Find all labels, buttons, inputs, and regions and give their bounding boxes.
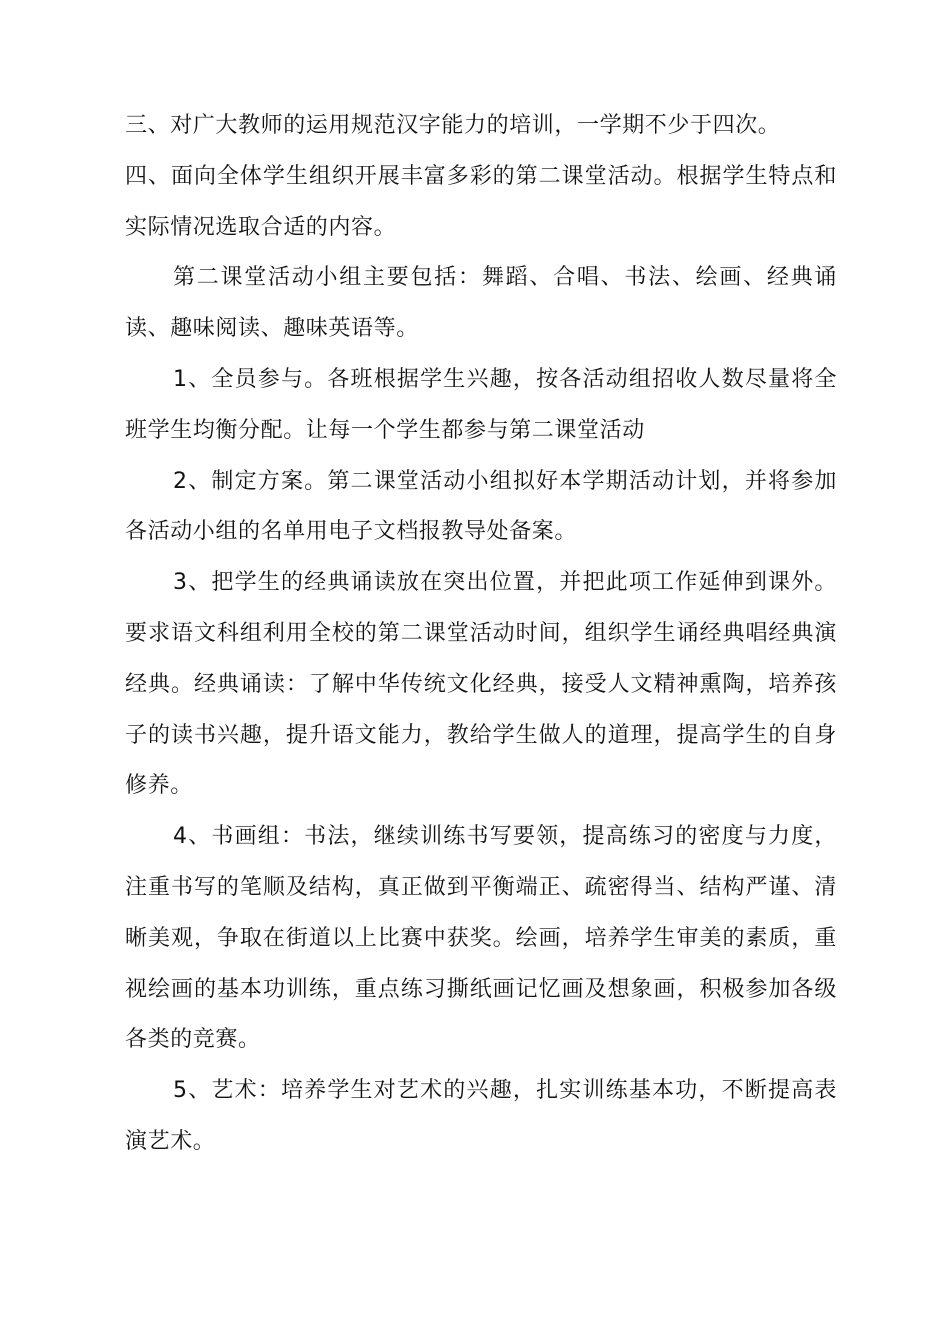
paragraph-item-3-classics: 3、把学生的经典诵读放在突出位置，并把此项工作延伸到课外。要求语文科组利用全校的第二课堂活动时间，组织学生诵经典唱经典演经典。经典诵读：了解中华传统文化经典，接受人文精神熏陶，培养孩子的读书兴趣，提升语文能力，教给学生做人的道理，提高学生的自身修养。 — [125, 570, 837, 799]
paragraph-second-classroom: 四、面向全体学生组织开展丰富多彩的第二课堂活动。根据学生特点和实际情况选取合适的内容。 — [125, 163, 837, 240]
document-page — [125, 101, 837, 1168]
paragraph-item-2-plan: 2、制定方案。第二课堂活动小组拟好本学期活动计划，并将参加各活动小组的名单用电子文档报教导处备案。 — [125, 468, 837, 545]
paragraph-teacher-training: 三、对广大教师的运用规范汉字能力的培训，一学期不少于四次。 — [125, 113, 781, 138]
paragraph-item-5-arts: 5、艺术：培养学生对艺术的兴趣，扎实训练基本功，不断提高表演艺术。 — [125, 1078, 837, 1154]
paragraph-item-4-calligraphy-painting: 4、书画组：书法，继续训练书写要领，提高练习的密度与力度，注重书写的笔顺及结构，真正做到平衡端正、疏密得当、结构严谨、清晰美观，争取在街道以上比赛中获奖。绘画，培养学生审美的素质，重视绘画的基本功训练，重点练习撕纸画记忆画及想象画，积极参加各级各类的竞赛。 — [125, 824, 837, 1053]
paragraph-item-1-participation: 1、全员参与。各班根据学生兴趣，按各活动组招收人数尽量将全班学生均衡分配。让每一个学生都参与第二课堂活动 — [125, 366, 837, 443]
paragraph-activity-groups: 第二课堂活动小组主要包括：舞蹈、合唱、书法、绘画、经典诵读、趣味阅读、趣味英语等。 — [125, 265, 837, 342]
